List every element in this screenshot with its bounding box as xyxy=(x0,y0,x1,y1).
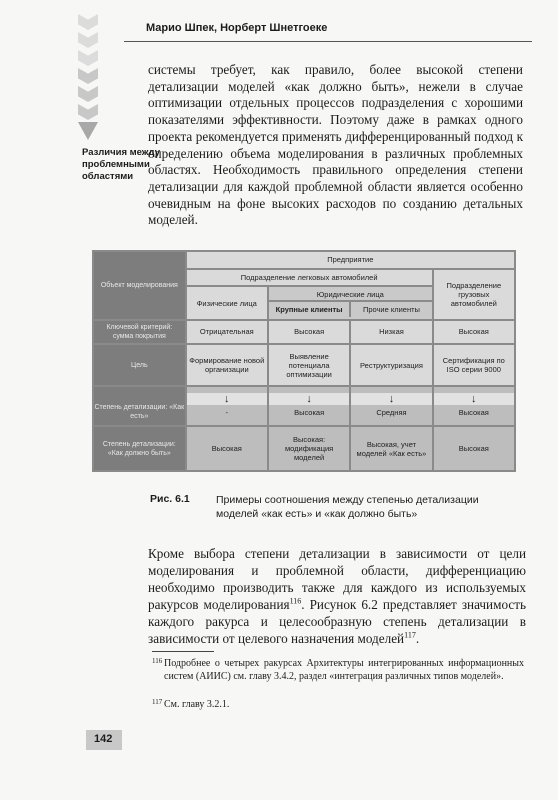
goal-cell: Сертификация по ISO серии 9000 xyxy=(434,345,514,385)
cell-large-clients: Крупные клиенты xyxy=(269,302,351,317)
margin-chevron-decoration xyxy=(78,14,98,140)
margin-note: Различия между проблемными областями xyxy=(82,147,160,182)
footnote-text: См. главу 3.2.1. xyxy=(164,699,230,710)
down-arrow-icon: ↓ xyxy=(269,393,349,405)
footnote-ref-116: 116 xyxy=(289,596,302,606)
criterion-cell: Высокая xyxy=(269,321,349,343)
row-label-criterion: Ключевой критерий: сумма покрытия xyxy=(94,321,185,343)
page-number: 142 xyxy=(94,733,113,745)
running-header-authors: Марио Шпек, Норберт Шнетгоеке xyxy=(146,22,328,34)
para2-text-1: Кроме выбора степени детализации в зависимости от цели моделирования и проблемной области, дифференциацию необходимо производить также для каждого из используемых ракурсов моделирования xyxy=(148,546,526,612)
asis-cell xyxy=(269,387,349,425)
asis-value: Высокая xyxy=(458,407,489,417)
row-label-goal: Цель xyxy=(94,345,185,385)
down-arrow-icon: ↓ xyxy=(351,393,431,405)
tobe-cell: Высокая, учет моделей «Как есть» xyxy=(351,427,431,470)
tobe-cell: Высокая: модификация моделей xyxy=(269,427,349,470)
asis-value: Средняя xyxy=(376,407,407,417)
body-paragraph-1: системы требует, как правило, более высокой степени детализации моделей «как должно быть», нежели в случае оптимизации отдельных процессов подразделения с хорошими показателями эффективности. Поэтому даже в рамках одного проекта рекомендуется применять дифференцированный подход к определению объема моделирования в различных проблемных областях. Необходимость правильного определения степени детализации для каждой проблемной области является особенно очевидным на фоне высоких расходов по созданию детальных моделей. xyxy=(148,62,523,228)
goal-cell: Реструктуризация xyxy=(351,345,431,385)
row-label-tobe: Степень детализации: «Как должно быть» xyxy=(94,427,185,470)
cell-dept-cars: Подразделение легковых автомобилей xyxy=(187,270,432,286)
goal-cell: Формирование новой организации xyxy=(187,345,267,385)
cell-enterprise: Предприятие xyxy=(187,252,514,268)
cell-other-clients: Прочие клиенты xyxy=(362,305,420,315)
figure-caption-number: Рис. 6.1 xyxy=(150,493,190,505)
criterion-cell: Отрицательная xyxy=(187,321,267,343)
asis-value: - xyxy=(225,407,229,417)
body-paragraph-2 xyxy=(148,546,526,647)
footnote-number: 116 xyxy=(152,657,163,665)
asis-value: Высокая xyxy=(294,407,325,417)
cell-legal-entities xyxy=(269,287,432,318)
row-label-asis-text: Степень детализации: «Как есть» xyxy=(94,404,185,421)
footnote-ref-117: 117 xyxy=(404,630,416,640)
header-rule xyxy=(124,41,532,42)
criterion-cell: Высокая xyxy=(434,321,514,343)
para2-text-2: . Рисунок 6.2 представляет значимость каждого ракурса и целесообразную степень детализации в зависимости от целевого назначения моделей xyxy=(148,596,527,646)
down-arrow-icon: ↓ xyxy=(187,393,267,405)
tobe-cell: Высокая xyxy=(434,427,514,470)
footnote-text: Подробнее о четырех ракурсах Архитектуры интегрированных информационных систем (АИИС) см. главу 3.4.2, раздел «интеграция различных типов моделей». xyxy=(164,658,524,682)
cell-individuals: Физические лица xyxy=(187,287,267,318)
figure-table xyxy=(92,250,516,472)
down-arrow-icon: ↓ xyxy=(434,393,514,405)
legal-entities-label: Юридические лица xyxy=(269,289,432,302)
para2-text-3: . xyxy=(415,630,420,646)
asis-cell xyxy=(351,387,431,425)
asis-cell xyxy=(187,387,267,425)
asis-cell xyxy=(434,387,514,425)
row-label-asis xyxy=(94,387,185,425)
footnote-number: 117 xyxy=(152,698,163,706)
tobe-cell: Высокая xyxy=(187,427,267,470)
row-label-object: Объект моделирования xyxy=(94,252,185,319)
cell-dept-trucks: Подразделение грузовых автомобилей xyxy=(434,270,514,319)
figure-caption-text: Примеры соотношения между степенью детализации моделей «как есть» и «как должно быть» xyxy=(216,494,479,520)
footnote-rule xyxy=(152,651,214,652)
criterion-cell: Низкая xyxy=(351,321,431,343)
goal-cell: Выявление потенциала оптимизации xyxy=(269,345,349,385)
